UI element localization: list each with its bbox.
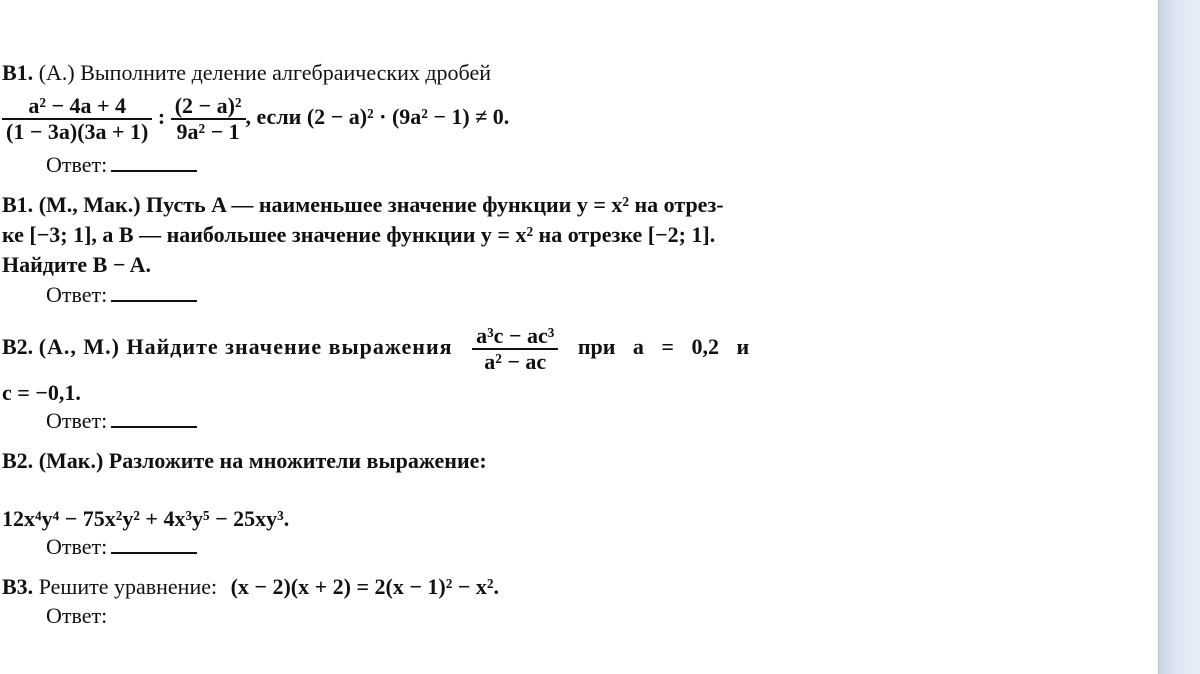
task-text: (А.) Выполните деление алгебраических дробей (38, 60, 491, 85)
answer-line (46, 408, 197, 433)
task-label: B1. (2, 60, 34, 85)
task-b2-expression-line1 (2, 320, 749, 374)
answer-label: Ответ: (46, 152, 108, 177)
fraction-denominator: a² − ac (484, 348, 547, 374)
task-b2-factor (2, 448, 487, 474)
task-b1-function-line1 (2, 192, 724, 218)
task-label: B2. (2, 448, 34, 473)
answer-label: Ответ: (46, 534, 108, 559)
task-b1-function-line2 (2, 222, 715, 248)
task-b1-expression (2, 92, 509, 144)
division-sign: : (157, 104, 166, 129)
task-text: Решите уравнение: (38, 574, 218, 599)
task-label: B1. (2, 192, 34, 217)
task-text: ке [−3; 1], а B — наибольшее значение функции y = x² на отрезке [−2; 1]. (2, 222, 716, 247)
task-b1-function-line3 (2, 252, 151, 278)
fraction-1-denominator: (1 − 3a)(3a + 1) (6, 118, 149, 144)
answer-blank (111, 534, 197, 554)
polynomial-expression: 12x⁴y⁴ − 75x²y² + 4x³y⁵ − 25xy³. (2, 506, 290, 531)
answer-blank (111, 152, 197, 172)
fraction-2-numerator: (2 − a)² (171, 94, 246, 120)
task-text: (Мак.) Разложите на множители выражение: (38, 448, 487, 473)
answer-line (46, 282, 197, 307)
task-text: c = −0,1. (2, 380, 81, 405)
task-text: (М., Мак.) Пусть A — наименьшее значение функции y = x² на отрез- (38, 192, 724, 217)
vertical-scrollbar[interactable] (1158, 0, 1200, 674)
expression-fraction (472, 324, 558, 374)
task-label: B3. (2, 574, 34, 599)
answer-label: Ответ: (46, 408, 108, 433)
fraction-1-numerator: a² − 4a + 4 (2, 94, 152, 120)
task-label: B2. (2, 334, 34, 359)
answer-label: Ответ: (46, 603, 108, 628)
answer-line (46, 152, 197, 177)
fraction-1 (2, 94, 152, 144)
task-b3-equation (2, 574, 499, 600)
task-text-after: при a = 0,2 и (577, 334, 750, 359)
answer-blank (111, 282, 197, 302)
answer-label: Ответ: (46, 282, 108, 307)
answer-blank (111, 408, 197, 428)
task-b2-expression-line2 (2, 380, 81, 406)
task-text: (А., М.) Найдите значение выражения (38, 334, 453, 359)
fraction-2-denominator: 9a² − 1 (176, 118, 240, 144)
fraction-numerator: a³c − ac³ (472, 324, 558, 350)
condition-text: , если (2 − a)² · (9a² − 1) ≠ 0. (245, 104, 510, 129)
equation-expression: (x − 2)(x + 2) = 2(x − 1)² − x². (230, 574, 499, 599)
answer-line (46, 604, 107, 628)
task-text: Найдите B − A. (2, 252, 152, 277)
answer-line (46, 534, 197, 559)
fraction-2 (171, 94, 246, 144)
task-b1-algebra (2, 60, 491, 86)
task-b2-factor-expression (2, 506, 289, 532)
